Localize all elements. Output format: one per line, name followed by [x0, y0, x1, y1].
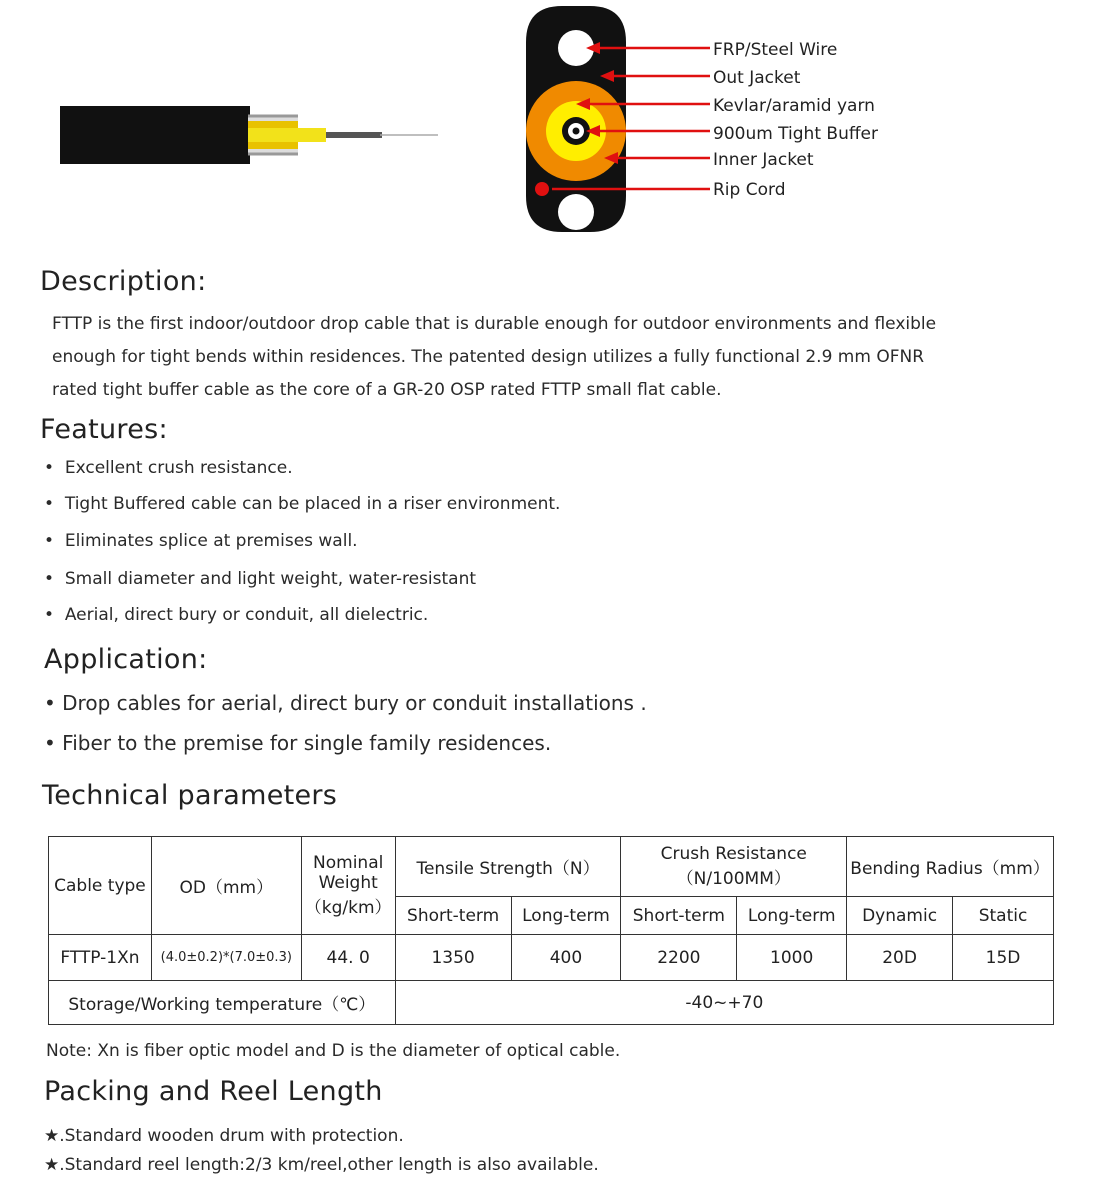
- header-crush-short: Short-term: [621, 897, 737, 935]
- label-kevlar-yarn: Kevlar/aramid yarn: [713, 96, 875, 116]
- feature-item: • Excellent crush resistance.: [44, 458, 293, 478]
- tight-buffer-stub: [248, 128, 326, 142]
- cell-temperature-value: -40~+70: [395, 981, 1053, 1025]
- header-static: Static: [953, 897, 1054, 935]
- header-crush-long: Long-term: [737, 897, 847, 935]
- cable-cross-section: [480, 0, 960, 260]
- application-heading: Application:: [44, 644, 208, 675]
- label-out-jacket: Out Jacket: [713, 68, 801, 88]
- technical-parameters-table: [48, 836, 1054, 1025]
- table-note: Note: Xn is fiber optic model and D is the diameter of optical cable.: [46, 1041, 621, 1061]
- feature-item: • Small diameter and light weight, water-resistant: [44, 569, 477, 589]
- header-tensile-long: Long-term: [511, 897, 621, 935]
- frp-wire-bottom: [558, 194, 594, 230]
- description-heading: Description:: [40, 266, 207, 297]
- cell-crush-short: 2200: [621, 935, 737, 981]
- label-frp-steel-wire: FRP/Steel Wire: [713, 40, 838, 60]
- label-tight-buffer: 900um Tight Buffer: [713, 124, 879, 144]
- cell-tensile-short: 1350: [395, 935, 511, 981]
- cell-temperature-label: Storage/Working temperature（℃）: [49, 981, 396, 1025]
- feature-item: • Tight Buffered cable can be placed in a riser environment.: [44, 494, 561, 514]
- header-tensile-strength: Tensile Strength（N）: [395, 837, 621, 897]
- cell-weight: 44. 0: [301, 935, 395, 981]
- packing-item: ★.Standard reel length:2/3 km/reel,other length is also available.: [44, 1155, 599, 1175]
- cell-crush-long: 1000: [737, 935, 847, 981]
- technical-heading: Technical parameters: [42, 780, 338, 811]
- description-body: [52, 308, 1072, 407]
- application-item: • Drop cables for aerial, direct bury or conduit installations .: [44, 691, 647, 715]
- description-line: enough for tight bends within residences. The patented design utilizes a fully functional 2.9 mm OFNR: [52, 347, 925, 367]
- packing-heading: Packing and Reel Length: [44, 1076, 383, 1107]
- features-heading: Features:: [40, 414, 168, 445]
- header-dynamic: Dynamic: [847, 897, 953, 935]
- application-item: • Fiber to the premise for single family residences.: [44, 731, 552, 755]
- feature-item: • Aerial, direct bury or conduit, all dielectric.: [44, 605, 429, 625]
- header-cable-type: Cable type: [49, 837, 152, 935]
- cell-cable-type: FTTP-1Xn: [49, 935, 152, 981]
- cable-outer-jacket: [60, 106, 250, 164]
- packing-item: ★.Standard wooden drum with protection.: [44, 1126, 404, 1146]
- cell-od: (4.0±0.2)*(7.0±0.3): [151, 935, 301, 981]
- header-od: OD（mm）: [151, 837, 301, 935]
- header-bending-radius: Bending Radius（mm）: [847, 837, 1054, 897]
- fiber-core: [573, 128, 580, 135]
- header-weight: Nominal Weight （kg/km）: [301, 837, 395, 935]
- cell-dynamic: 20D: [847, 935, 953, 981]
- header-tensile-short: Short-term: [395, 897, 511, 935]
- description-line: rated tight buffer cable as the core of a GR-20 OSP rated FTTP small flat cable.: [52, 380, 722, 400]
- label-rip-cord: Rip Cord: [713, 180, 786, 200]
- feature-item: • Eliminates splice at premises wall.: [44, 531, 358, 551]
- cell-static: 15D: [953, 935, 1054, 981]
- cell-tensile-long: 400: [511, 935, 621, 981]
- description-line: FTTP is the first indoor/outdoor drop cable that is durable enough for outdoor environments and flexible: [52, 314, 937, 334]
- cable-side-view: [0, 0, 480, 260]
- label-inner-jacket: Inner Jacket: [713, 150, 814, 170]
- rip-cord-dot: [535, 182, 549, 196]
- fiber-coating-stub: [326, 132, 382, 138]
- header-crush-resistance: Crush Resistance （N/100MM）: [621, 837, 847, 897]
